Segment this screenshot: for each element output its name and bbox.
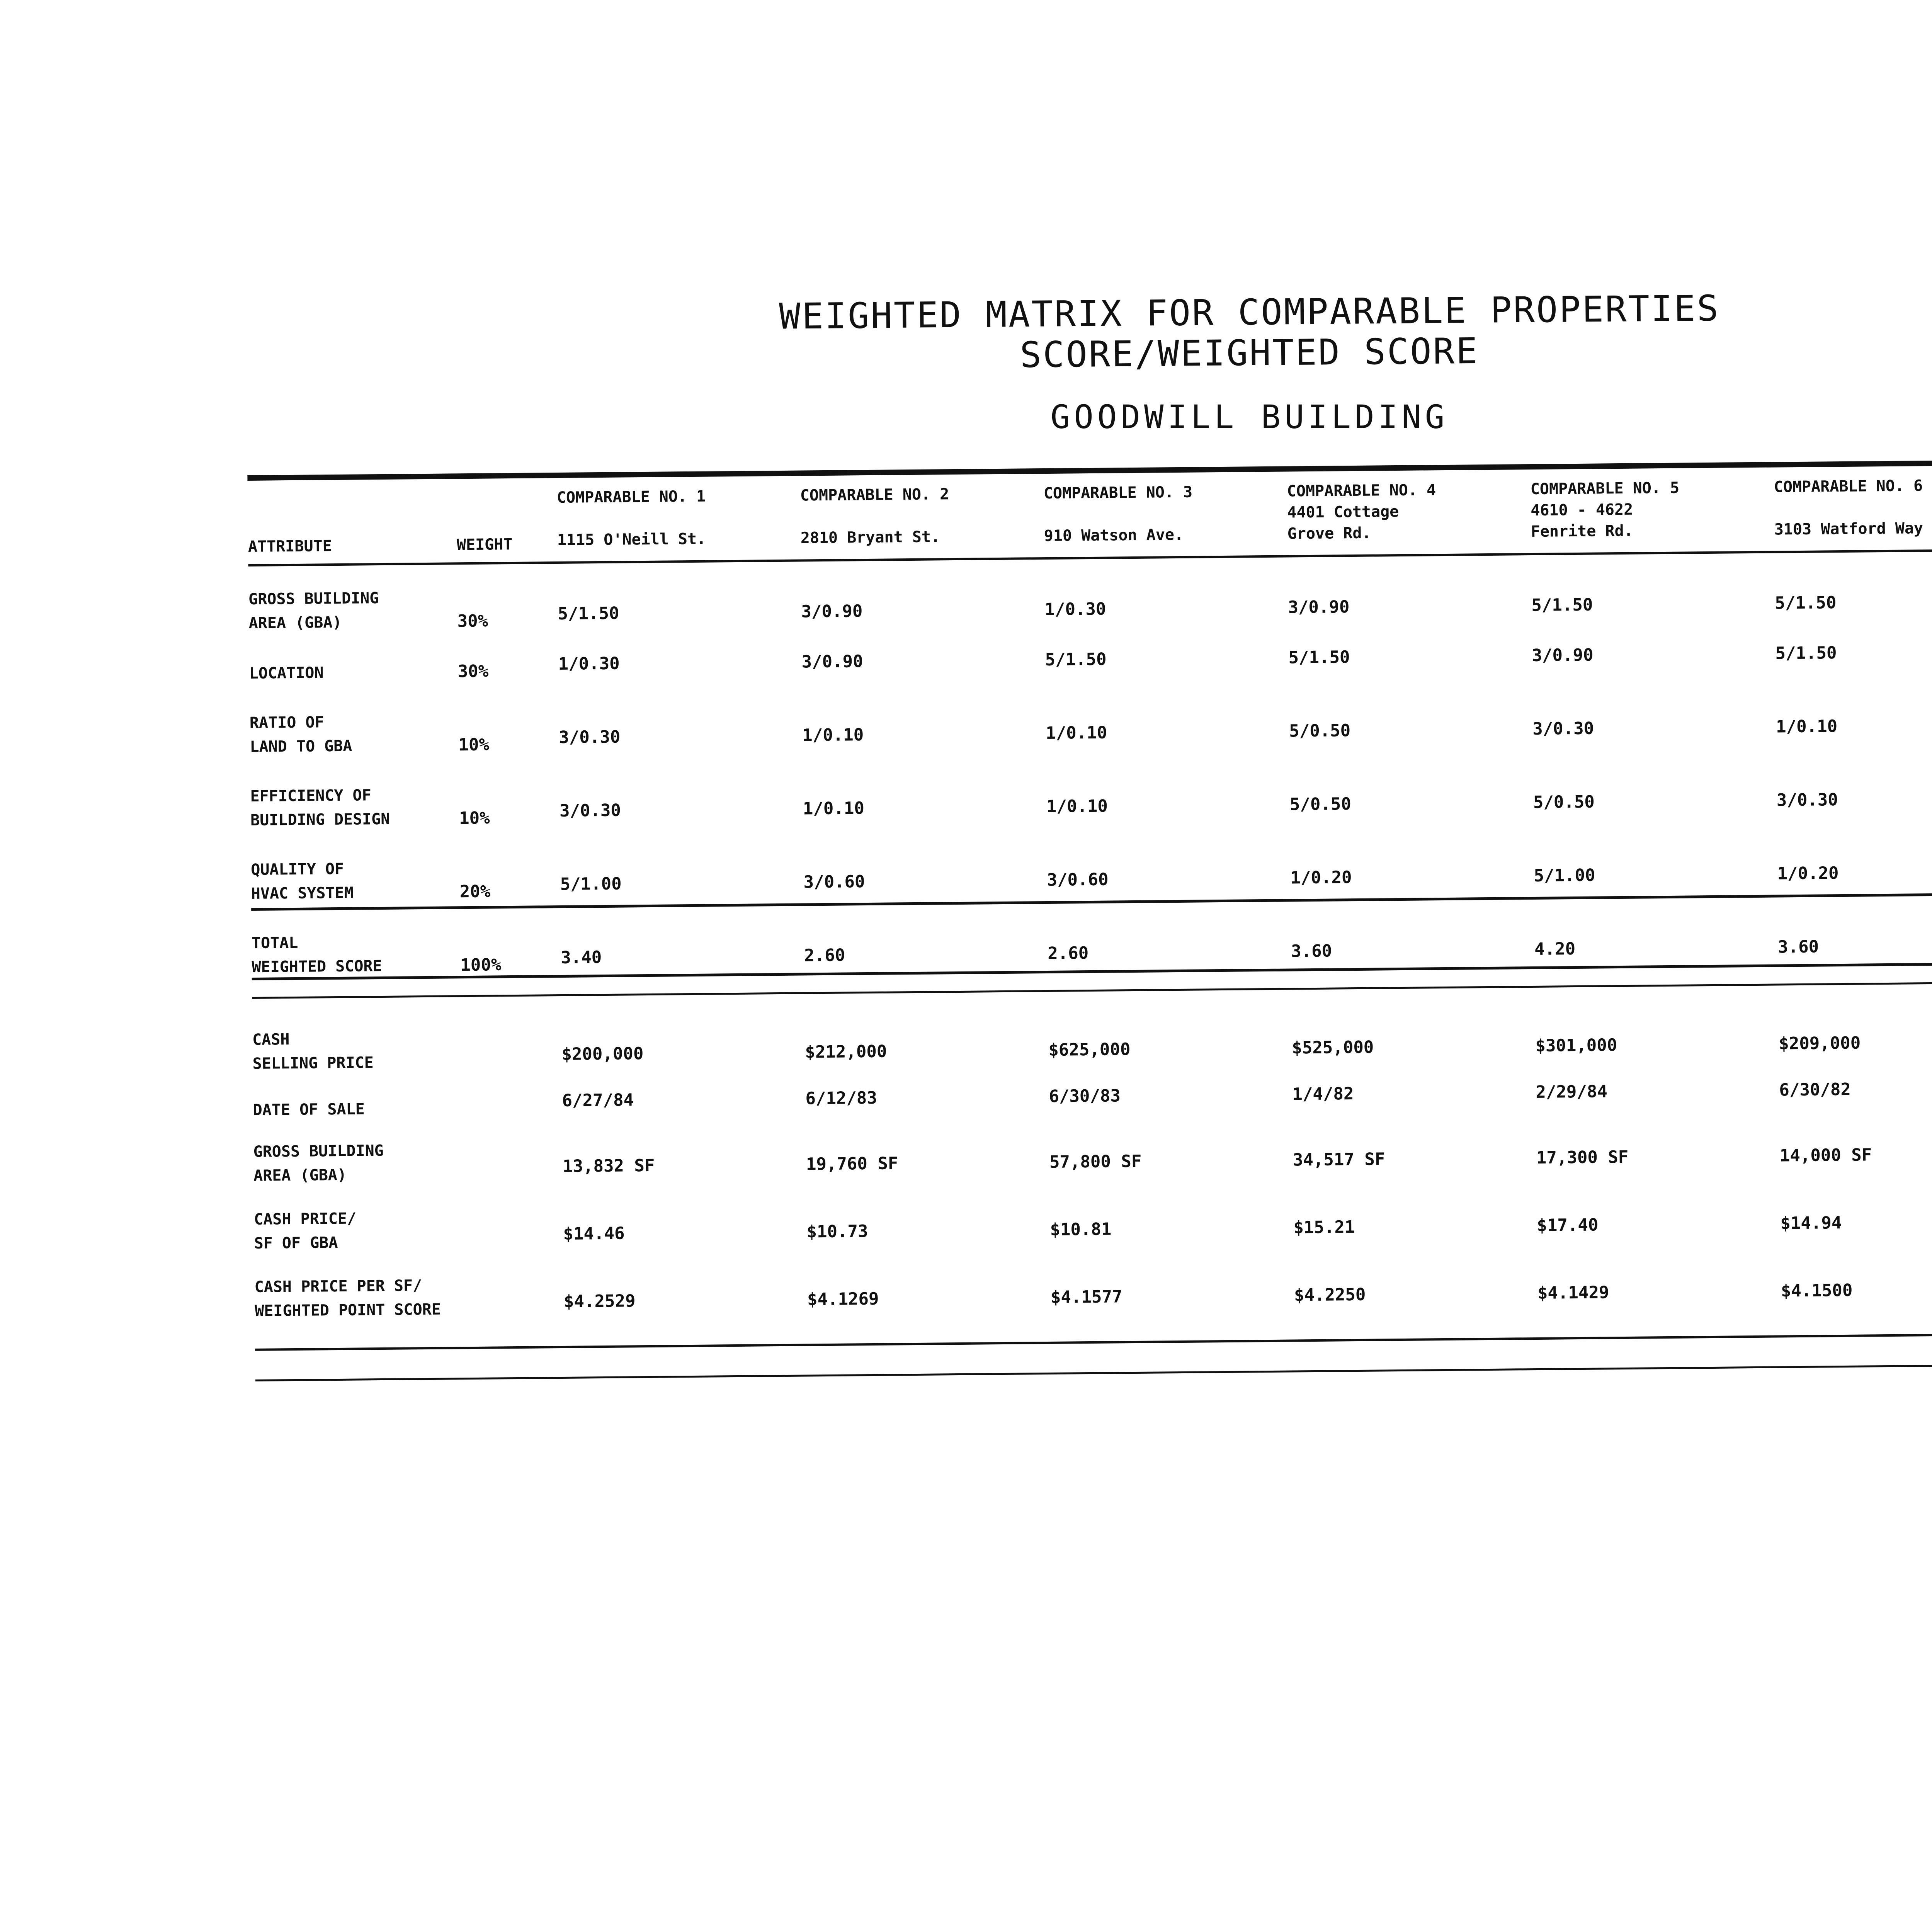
header-col-label: COMPARABLE NO. 1: [556, 487, 706, 507]
row-value: 5/1.50: [1775, 593, 1837, 613]
row-value: 3.40: [561, 947, 602, 968]
row-value: 3/0.60: [803, 872, 865, 892]
header-col-addr2: 1115 O'Neill St.: [557, 530, 706, 549]
row-value: 6/30/83: [1049, 1086, 1121, 1106]
row-attribute-line-1: CASH: [252, 1031, 290, 1049]
row-value: 3/0.90: [801, 652, 863, 672]
row-value: 3.60: [1291, 941, 1332, 961]
row-value: 17,300 SF: [1536, 1147, 1629, 1168]
row-value: 3/0.30: [559, 800, 621, 821]
row-value: 3/0.30: [559, 727, 621, 747]
header-col-addr2: Grove Rd.: [1287, 524, 1371, 543]
row-weight: 30%: [457, 661, 489, 682]
row-value: 1/0.20: [1290, 868, 1352, 888]
row-attribute-line-2: WEIGHTED POINT SCORE: [255, 1300, 441, 1320]
row-value: $4.2529: [563, 1291, 636, 1312]
header-col-addr2: 3103 Watford Way: [1774, 519, 1923, 539]
row-value: $14.94: [1780, 1213, 1842, 1233]
row-weight: 20%: [459, 881, 491, 902]
row-value: 1/0.20: [1777, 863, 1839, 884]
row-value: 1/0.10: [802, 725, 864, 745]
row-value: $17.40: [1537, 1215, 1599, 1235]
row-value: 1/4/82: [1292, 1084, 1354, 1104]
row-value: $212,000: [805, 1041, 887, 1062]
header-col-label: COMPARABLE NO. 3: [1043, 483, 1193, 503]
row-value: 3/0.30: [1532, 718, 1594, 739]
row-attribute-line-1: TOTAL: [251, 934, 298, 952]
header-col-label: COMPARABLE NO. 4: [1287, 481, 1436, 500]
row-value: $10.73: [806, 1221, 868, 1242]
row-weight: 30%: [457, 611, 488, 631]
row-value: 14,000 SF: [1779, 1145, 1872, 1166]
row-value: 4.20: [1534, 939, 1576, 959]
row-attribute-line-2: AREA (GBA): [253, 1166, 347, 1185]
row-value: 2.60: [1048, 943, 1089, 963]
row-attribute-line-1: RATIO OF: [249, 713, 324, 732]
header-col-addr1: 4401 Cottage: [1287, 502, 1399, 522]
row-attribute-line-2: AREA (GBA): [248, 613, 342, 632]
row-value: 5/1.50: [1775, 643, 1837, 663]
row-value: $14.46: [563, 1223, 625, 1244]
row-value: 6/30/82: [1779, 1079, 1851, 1100]
row-weight: 10%: [458, 735, 490, 755]
total-end-rule-2: [252, 980, 1932, 999]
row-value: 5/1.50: [558, 603, 619, 624]
row-value: $10.81: [1050, 1219, 1112, 1240]
row-value: 5/0.50: [1289, 721, 1351, 741]
row-value: $209,000: [1779, 1033, 1861, 1054]
row-value: 3/0.90: [801, 601, 863, 622]
row-attribute-line-1: CASH PRICE/: [253, 1209, 357, 1228]
row-attribute-line-1: CASH PRICE PER SF/: [254, 1277, 422, 1296]
row-attribute-line-2: DATE OF SALE: [253, 1100, 365, 1119]
row-attribute-line-1: GROSS BUILDING: [253, 1141, 384, 1161]
row-value: 34,517 SF: [1293, 1149, 1385, 1170]
row-value: $4.1500: [1781, 1280, 1853, 1301]
row-value: 1/0.10: [1046, 796, 1108, 817]
row-attribute-line-2: BUILDING DESIGN: [250, 810, 390, 829]
row-value: 1/0.10: [803, 798, 865, 819]
row-value: $4.1269: [807, 1289, 879, 1310]
row-value: $15.21: [1293, 1217, 1355, 1238]
bottom-rule: [255, 1331, 1932, 1351]
total-end-rule: [252, 960, 1932, 980]
row-weight: 100%: [460, 955, 502, 975]
row-value: 5/1.50: [1288, 647, 1350, 668]
weighted-matrix-table: [247, 442, 1932, 1426]
row-value: 3/0.90: [1532, 645, 1594, 666]
row-value: 57,800 SF: [1049, 1151, 1142, 1172]
row-value: 3/0.60: [1047, 869, 1109, 890]
row-value: 3.60: [1777, 937, 1819, 957]
row-value: 5/0.50: [1533, 792, 1595, 812]
header-col-addr2: 910 Watson Ave.: [1044, 526, 1184, 545]
row-attribute-line-2: WEIGHTED SCORE: [252, 957, 382, 976]
header-attribute: ATTRIBUTE: [248, 537, 332, 556]
row-value: 13,832 SF: [562, 1155, 655, 1176]
row-value: $525,000: [1292, 1037, 1374, 1058]
row-value: 6/12/83: [805, 1088, 878, 1109]
row-value: 1/0.30: [1044, 599, 1106, 620]
row-attribute-line-1: GROSS BUILDING: [248, 589, 379, 608]
row-value: 2/29/84: [1536, 1082, 1608, 1102]
row-value: $301,000: [1535, 1035, 1617, 1056]
row-attribute-line-2: SELLING PRICE: [252, 1054, 374, 1073]
row-value: 1/0.10: [1046, 723, 1107, 743]
row-value: $4.1577: [1050, 1287, 1122, 1307]
row-value: 5/0.50: [1289, 794, 1352, 815]
row-value: 2.60: [804, 945, 845, 966]
row-value: $4.1429: [1537, 1283, 1609, 1303]
title-line-2: SCORE/WEIGHTED SCORE: [1020, 330, 1479, 376]
row-attribute-line-2: LOCATION: [249, 664, 324, 682]
row-attribute-line-1: QUALITY OF: [251, 860, 344, 879]
title-line-3: GOODWILL BUILDING: [1050, 398, 1449, 436]
row-value: $4.2250: [1294, 1284, 1366, 1305]
end-rule: [255, 1362, 1932, 1381]
header-col-label: COMPARABLE NO. 5: [1530, 479, 1680, 498]
header-col-label: COMPARABLE NO. 2: [800, 485, 949, 505]
row-value: 5/1.00: [560, 874, 622, 894]
row-attribute-line-2: SF OF GBA: [254, 1234, 338, 1252]
row-attribute-line-2: HVAC SYSTEM: [251, 884, 354, 903]
row-value: 5/1.50: [1045, 649, 1107, 670]
row-value: 6/27/84: [562, 1090, 634, 1111]
row-value: 5/1.00: [1534, 865, 1595, 886]
row-value: $625,000: [1048, 1039, 1131, 1060]
header-col-addr2: Fenrite Rd.: [1531, 522, 1633, 541]
title-line-1: WEIGHTED MATRIX FOR COMPARABLE PROPERTIES: [779, 287, 1720, 337]
row-attribute-line-1: EFFICIENCY OF: [250, 786, 371, 805]
score-end-rule: [251, 891, 1932, 911]
top-rule: [247, 458, 1932, 481]
row-value: 3/0.90: [1288, 597, 1350, 617]
row-value: 1/0.30: [558, 653, 620, 674]
row-value: 19,760 SF: [806, 1153, 898, 1174]
row-value: 5/1.50: [1531, 595, 1593, 616]
header-weight: WEIGHT: [456, 536, 513, 554]
row-value: $200,000: [561, 1044, 644, 1064]
header-col-addr1: 4610 - 4622: [1531, 500, 1633, 520]
row-value: 3/0.30: [1776, 790, 1838, 810]
header-col-label: COMPARABLE NO. 6: [1774, 477, 1923, 496]
row-attribute-line-2: LAND TO GBA: [250, 737, 352, 756]
header-col-addr2: 2810 Bryant St.: [800, 528, 940, 547]
row-value: 1/0.10: [1776, 716, 1838, 737]
row-weight: 10%: [459, 808, 490, 828]
